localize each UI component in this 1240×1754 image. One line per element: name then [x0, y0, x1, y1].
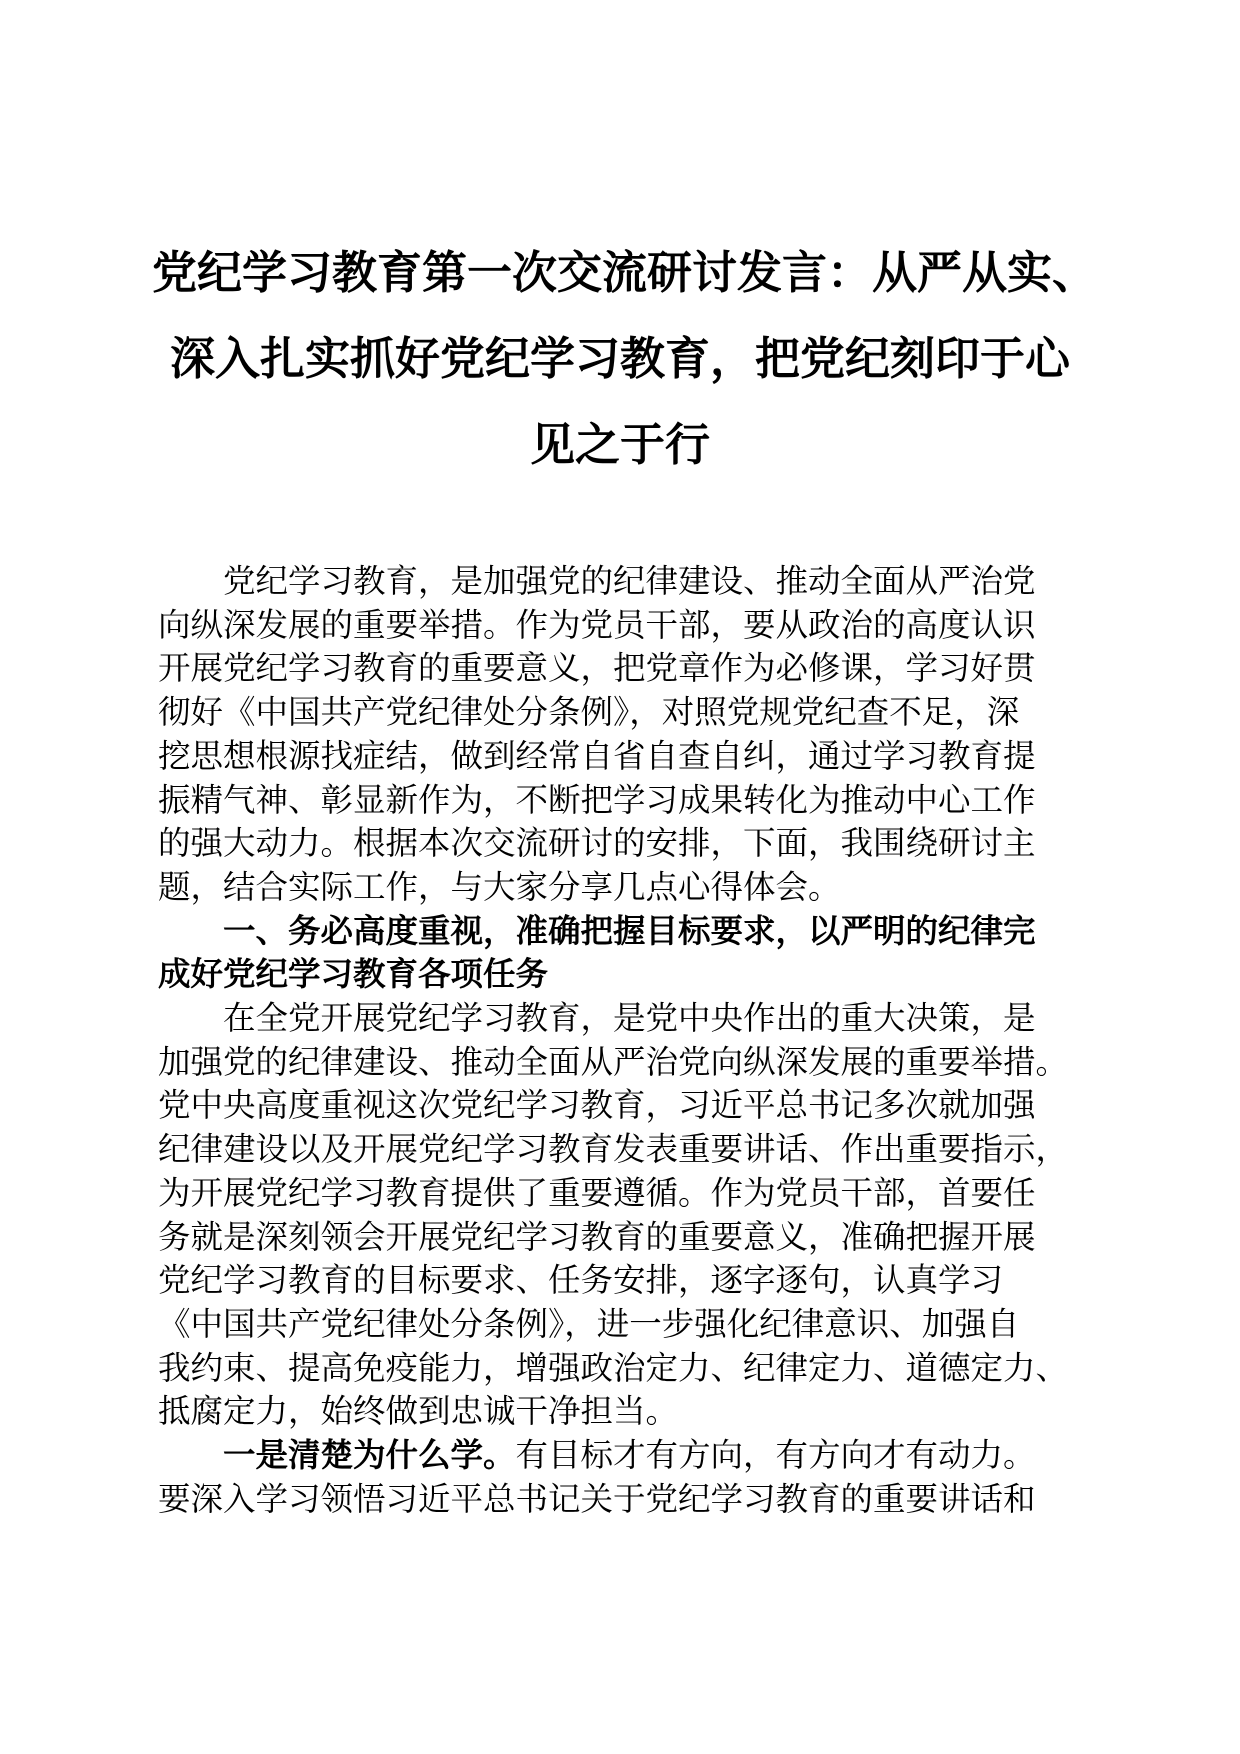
text-line: 为开展党纪学习教育提供了重要遵循。作为党员干部，首要任	[158, 1173, 1036, 1212]
text-line: 的强大动力。根据本次交流研讨的安排，下面，我围绕研讨主	[158, 824, 1036, 863]
text-line: 挖思想根源找症结，做到经常自省自查自纠，通过学习教育提	[158, 736, 1036, 775]
text-line: 振精气神、彰显新作为，不断把学习成果转化为推动中心工作	[158, 780, 1036, 819]
text-line: 题，结合实际工作，与大家分享几点心得体会。	[158, 867, 841, 906]
text-line	[158, 1434, 1078, 1478]
document-title	[152, 230, 1098, 488]
title-line: 见之于行	[529, 418, 710, 471]
text-line: 我约束、提高免疫能力，增强政治定力、纪律定力、道德定力、	[158, 1348, 1069, 1387]
heading-line: 一、务必高度重视，准确把握目标要求，以严明的纪律完	[223, 911, 1036, 950]
point-text: 有目标才有方向，有方向才有动力。	[515, 1436, 1036, 1475]
text-line: 在全党开展党纪学习教育，是党中央作出的重大决策，是	[223, 999, 1036, 1038]
title-line: 党纪学习教育第一次交流研讨发言：从严从实、	[152, 246, 1098, 299]
heading-line: 成好党纪学习教育各项任务	[158, 955, 549, 994]
section-heading-1	[158, 910, 1078, 997]
document-body	[158, 560, 1078, 1521]
text-line: 纪律建设以及开展党纪学习教育发表重要讲话、作出重要指示，	[158, 1130, 1069, 1169]
text-line: 抵腐定力，始终做到忠诚干净担当。	[158, 1392, 679, 1431]
text-line: 党纪学习教育，是加强党的纪律建设、推动全面从严治党	[223, 562, 1036, 600]
text-line: 要深入学习领悟习近平总书记关于党纪学习教育的重要讲话和	[158, 1479, 1036, 1518]
text-line: 彻好《中国共产党纪律处分条例》，对照党规党纪查不足，深	[158, 693, 1020, 732]
text-line: 加强党的纪律建设、推动全面从严治党向纵深发展的重要举措。	[158, 1042, 1069, 1081]
paragraph-section-1	[158, 997, 1078, 1434]
point-lead: 一是清楚为什么学。	[223, 1436, 516, 1475]
paragraph-intro	[158, 560, 1078, 910]
text-line: 向纵深发展的重要举措。作为党员干部，要从政治的高度认识	[158, 605, 1036, 644]
title-line: 深入扎实抓好党纪学习教育，把党纪刻印于心	[169, 332, 1070, 385]
text-line: 务就是深刻领会开展党纪学习教育的重要意义，准确把握开展	[158, 1217, 1036, 1256]
text-line: 党纪学习教育的目标要求、任务安排，逐字逐句，认真学习	[158, 1261, 1004, 1300]
text-line: 《中国共产党纪律处分条例》，进一步强化纪律意识、加强自	[158, 1304, 1020, 1343]
text-line: 开展党纪学习教育的重要意义，把党章作为必修课，学习好贯	[158, 649, 1036, 688]
paragraph-point-1	[158, 1434, 1078, 1521]
text-line: 党中央高度重视这次党纪学习教育，习近平总书记多次就加强	[158, 1086, 1036, 1125]
